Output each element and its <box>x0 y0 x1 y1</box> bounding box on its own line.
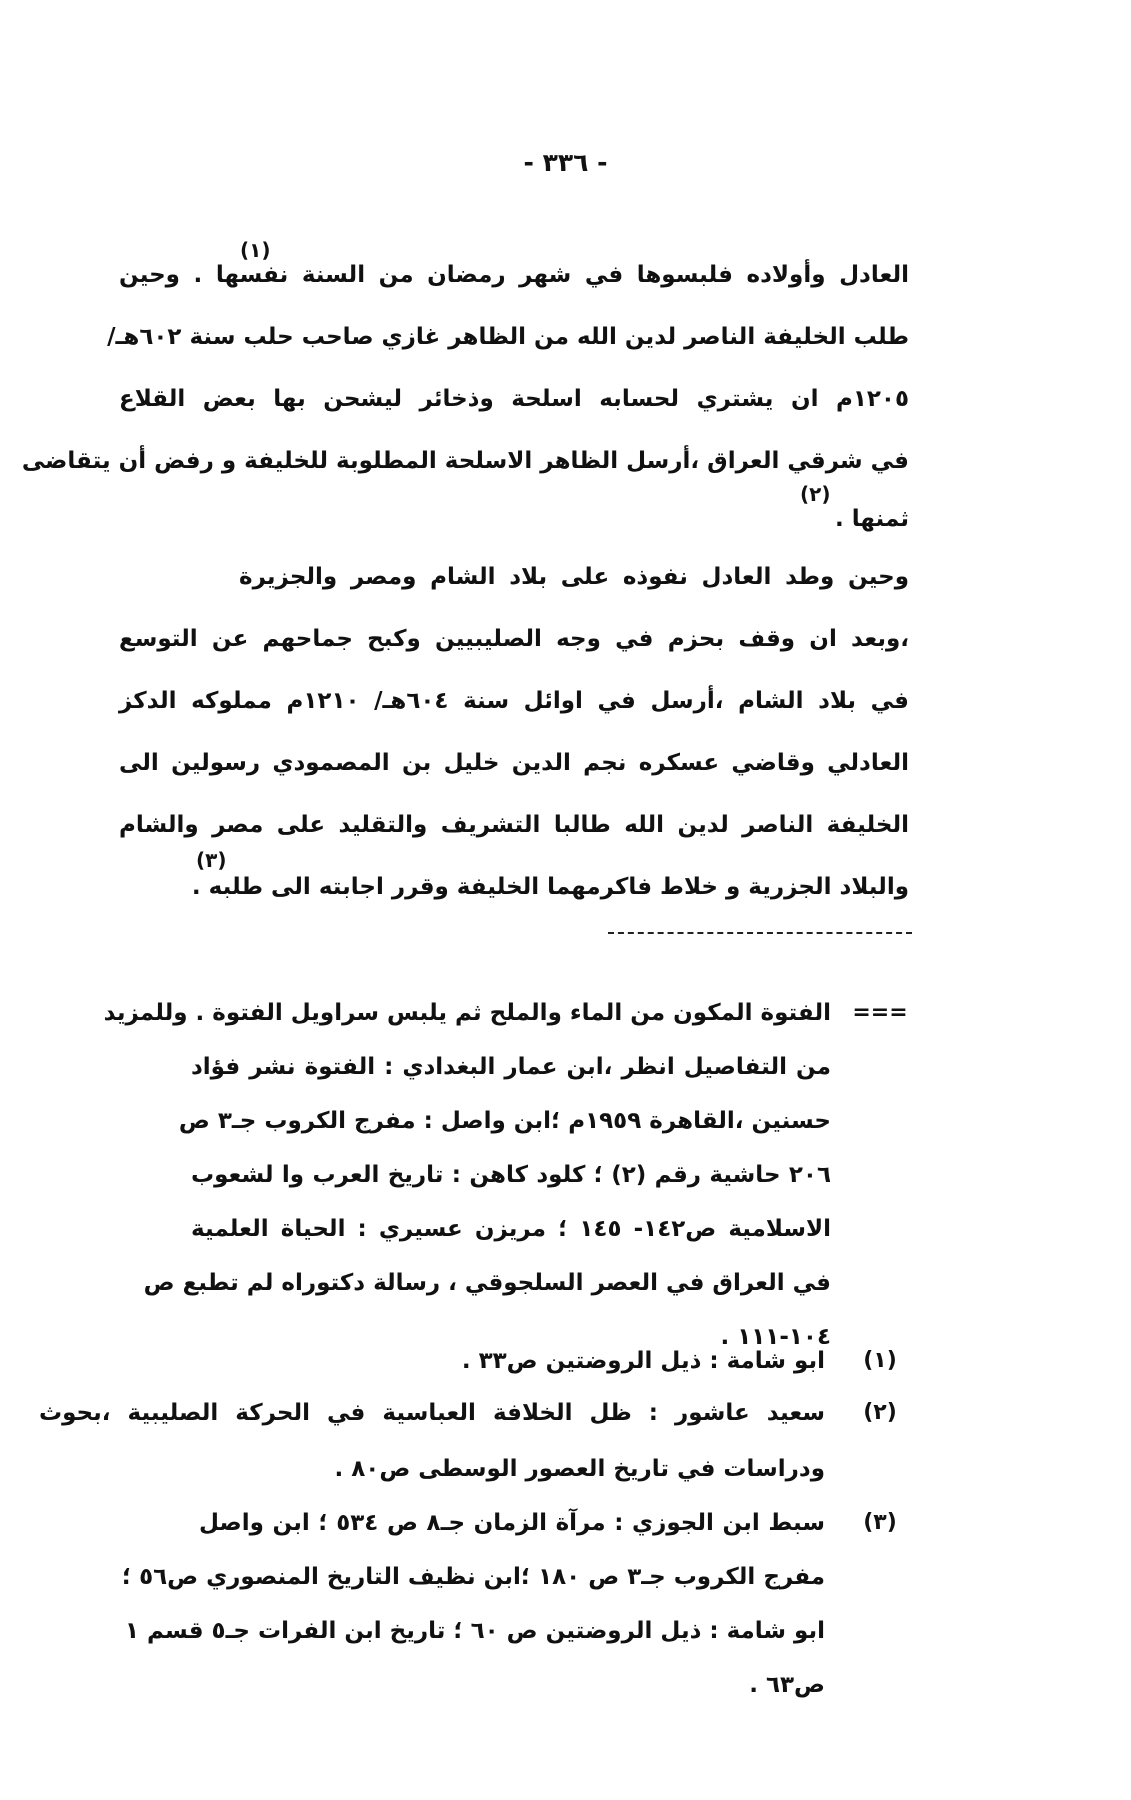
footnote-3-line-2: مفرج الكروب جـ٣ ص ١٨٠ ؛ابن نظيف التاريخ المنصوري ص٥٦ ؛ <box>121 1564 825 1590</box>
footnote-1-marker: (١) <box>863 1348 897 1373</box>
paragraph-2-line-6: والبلاد الجزرية و خلاط فاكرمهما الخليفة وقرر اجابته الى طلبه . <box>191 874 909 900</box>
footnote-3-line-1: سبط ابن الجوزي : مرآة الزمان جـ٨ ص ٥٣٤ ؛ ابن واصل <box>199 1510 825 1536</box>
continuation-line-2: من التفاصيل انظر ،ابن عمار البغدادي : الفتوة نشر فؤاد <box>191 1054 831 1080</box>
paragraph-2-line-2: ،وبعد ان وقف بحزم في وجه الصليبيين وكبح جماحهم عن التوسع <box>119 626 909 652</box>
paragraph-2-line-4: العادلي وقاضي عسكره نجم الدين خليل بن المصمودي رسولين الى <box>119 750 909 776</box>
footnote-2-line-2: ودراسات في تاريخ العصور الوسطى ص٨٠ . <box>334 1456 825 1482</box>
footnote-3-line-3: ابو شامة : ذيل الروضتين ص ٦٠ ؛ تاريخ ابن الفرات جـ٥ قسم ١ <box>124 1618 825 1644</box>
footnote-ref-3: (٣) <box>196 848 227 872</box>
paragraph-2-line-3: في بلاد الشام ،أرسل في اوائل سنة ٦٠٤هـ/ ١٢١٠م مملوكه الدكز <box>119 688 909 714</box>
paragraph-1-line-2: طلب الخليفة الناصر لدين الله من الظاهر غازي صاحب حلب سنة ٦٠٢هـ/ <box>107 324 909 350</box>
footnote-1-line-1: ابو شامة : ذيل الروضتين ص٣٣ . <box>461 1348 825 1374</box>
continuation-line-1: الفتوة المكون من الماء والملح ثم يلبس سراويل الفتوة . وللمزيد <box>103 1000 831 1026</box>
footnote-ref-1: (١) <box>240 238 271 262</box>
continuation-line-6: في العراق في العصر السلجوقي ، رسالة دكتوراه لم تطبع ص <box>143 1270 831 1296</box>
paragraph-2-line-1: وحين وطد العادل نفوذه على بلاد الشام ومصر والجزيرة <box>239 564 909 590</box>
paragraph-1-line-5: ثمنها . <box>834 506 909 532</box>
footnote-ref-2: (٢) <box>800 482 831 506</box>
continuation-line-5: الاسلامية ص١٤٢- ١٤٥ ؛ مريزن عسيري : الحياة العلمية <box>191 1216 831 1242</box>
footnote-2-line-1: سعيد عاشور : ظل الخلافة العباسية في الحركة الصليبية ،بحوث <box>39 1400 825 1426</box>
footnote-3-marker: (٣) <box>863 1510 897 1535</box>
continuation-line-3: حسنين ،القاهرة ١٩٥٩م ؛ابن واصل : مفرج الكروب جـ٣ ص <box>178 1108 831 1134</box>
continuation-marker: === <box>852 1000 908 1025</box>
footnote-2-marker: (٢) <box>863 1400 897 1425</box>
paragraph-1-line-3: ١٢٠٥م ان يشتري لحسابه اسلحة وذخائر ليشحن بها بعض القلاع <box>119 386 909 412</box>
paragraph-2-line-5: الخليفة الناصر لدين الله طالبا التشريف والتقليد على مصر والشام <box>119 812 909 838</box>
footnote-3-line-4: ص٦٣ . <box>749 1672 825 1698</box>
page-number: - ٣٣٦ - <box>523 148 608 177</box>
paragraph-1-line-1: العادل وأولاده فلبسوها في شهر رمضان من السنة نفسها . وحين <box>119 262 909 288</box>
continuation-line-7: ١٠٤-١١١ . <box>720 1324 831 1350</box>
footnote-separator <box>608 932 912 934</box>
paragraph-1-line-4: في شرقي العراق ،أرسل الظاهر الاسلحة المطلوبة للخليفة و رفض أن يتقاضى <box>21 448 909 474</box>
continuation-line-4: ٢٠٦ حاشية رقم (٢) ؛ كلود كاهن : تاريخ العرب وا لشعوب <box>191 1162 831 1188</box>
